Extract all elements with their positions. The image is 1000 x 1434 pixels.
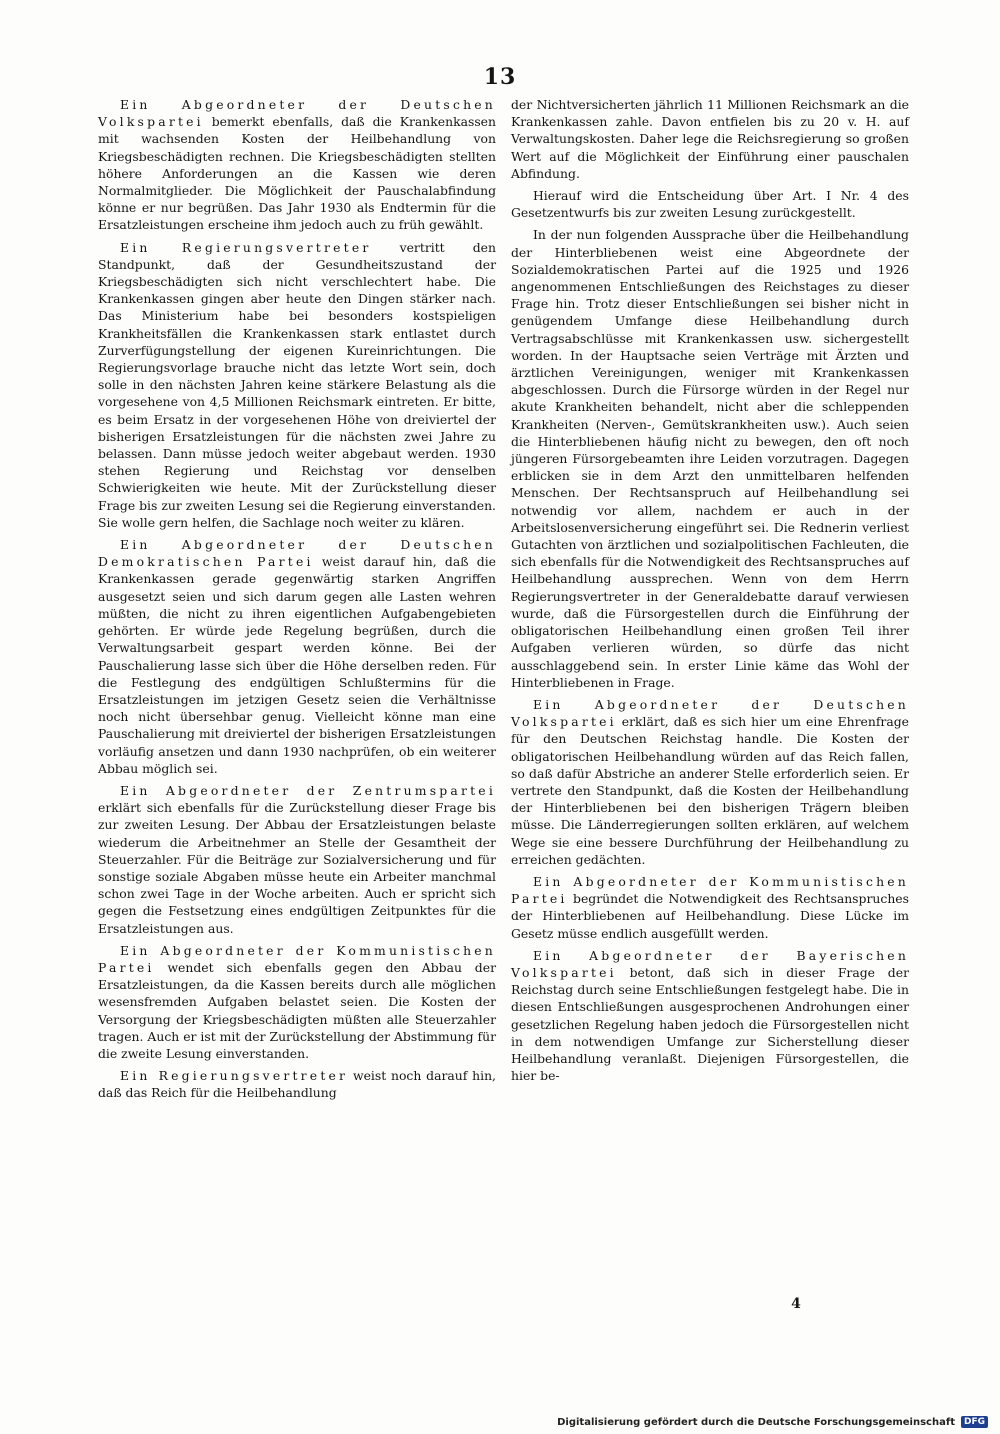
page-number: 13 — [483, 64, 517, 90]
speaker-lead: Ein Abgeordneter der Bayerischen Volkspartei — [511, 947, 909, 980]
footer-credit: Digitalisierung gefördert durch die Deutsche Forschungsgemeinschaft — [557, 1416, 955, 1428]
paragraph-text: begründet die Notwendigkeit des Rechtsanspruches der Hinterbliebenen auf Heilbehandlung. Diese Lücke im Gesetz müsse endlich ausgefüllt werden. — [511, 891, 909, 941]
speaker-lead: Ein Abgeordneter der Deutschen Volkspartei — [98, 97, 496, 130]
paragraph — [511, 187, 909, 221]
paragraph — [511, 96, 909, 182]
paragraph-text: wendet sich ebenfalls gegen den Abbau der Ersatzleistungen, da die Kassen bereits durch alle möglichen wesensfremden Aufgaben belastet seien. Die Kosten der Versorgung der Kriegsbeschädigten müßten alle Steuerzahler tragen. Auch er ist mit der Zurückstellung der Abstimmung für die zweite Lesung einverstanden. — [98, 959, 496, 1061]
paragraph-text: betont, daß sich in dieser Frage der Reichstag durch seine Entschließungen festgelegt habe. Die in diesen Entschließungen ausgesprochenen Androhungen einer gesetzlichen Regelung haben jedoch die Fürsorgestellen nicht in dem notwendigen Umfange zur Sicherstellung dieser Heilbehandlung veranlaßt. Diejenigen Fürsorgestellen, die hier be- — [511, 964, 909, 1084]
paragraph-text: weist noch darauf hin, daß das Reich für die Heilbehandlung — [98, 1068, 496, 1101]
speaker-lead: Ein Abgeordneter der Deutschen Volkspartei — [511, 696, 909, 730]
paragraph — [98, 536, 496, 777]
speaker-lead: Ein Abgeordneter der Deutschen Demokratischen Partei — [98, 537, 496, 570]
paragraph — [98, 782, 496, 937]
left-text-column — [98, 96, 496, 1107]
paragraph-text: erklärt, daß es sich hier um eine Ehrenfrage für den Deutschen Reichstag handle. Die Kosten der obligatorischen Heilbehandlung würden auf das Reich fallen, so daß dafür Abstriche an anderer Stelle erforderlich seien. Er vertrete den Standpunkt, daß die Kosten der Heilbehandlung der Hinterbliebenen bei den bisherigen Trägern bleiben müsse. Die Länderregierungen sollten erklären, auf welchem Wege sie eine bessere Durchführung der Heilbehandlung zu erreichen gedächten. — [511, 714, 909, 867]
speaker-lead: Ein Abgeordneter der Kommunistischen Partei — [511, 873, 909, 907]
paragraph-text: In der nun folgenden Aussprache über die Heilbehandlung der Hinterbliebenen weist eine Abgeordnete der Sozialdemokratischen Partei auf die 1925 und 1926 angenommenen Entschließungen des Reichstages zu dieser Frage hin. Trotz dieser Entschließungen sei bisher nicht in genügendem Umfange diese Heilbehandlung durch Vertragsabschlüsse mit Krankenkassen usw. sichergestellt worden. In der Hauptsache seien Verträge mit Ärzten und ärztlichen Vereinigungen, weniger mit Krankenkassen abgeschlossen. Durch die Fürsorge würden in der Regel nur akute Krankheiten behandelt, nicht aber die schleppenden Krankheiten (Nerven-, Gemütskrankheiten usw.). Auch seien die Hinterbliebenen häufig nicht zu bewegen, den oft noch jüngeren Fürsorgebeamten ihre Leiden vorzutragen. Dagegen erblicken sie in dem Arzt den unmittelbaren helfenden Menschen. Der Rechtsanspruch auf Heilbehandlung sei notwendig vor allem, nachdem er auch in der Arbeitslosenversicherung eingeführt sei. Die Rednerin verliest Gutachten von ärztlichen und sozialpolitischen Fachleuten, die sich ebenfalls für die Notwendigkeit des Rechtsanspruches auf Heilbehandlung aussprechen. Wenn von dem Herrn Regierungsvertreter in der Generaldebatte darauf verwiesen wurde, daß die Fürsorgestellen durch die Einführung der obligatorischen Heilbehandlung einen großen Teil ihrer Aufgaben verlieren würden, so dürfe das nicht ausschlaggebend sein. In erster Linie käme das Wohl der Hinterbliebenen in Frage. — [511, 227, 909, 690]
speaker-lead: Ein Regierungsvertreter — [120, 239, 372, 255]
speaker-lead: Ein Regierungsvertreter — [120, 1068, 349, 1084]
paragraph-text: der Nichtversicherten jährlich 11 Millionen Reichsmark an die Krankenkassen zahle. Davon entfielen bis zu 20 v. H. auf Verwaltungskosten. Daher lege die Reichsregierung so großen Wert auf die Möglichkeit der Einführung einer pauschalen Abfindung. — [511, 97, 909, 181]
paragraph-text: bemerkt ebenfalls, daß die Krankenkassen mit wachsenden Kosten der Heilbehandlung von Kriegsbeschädigten rechnen. Die Kriegsbeschädigten stellten höhere Anforderungen an die Kassen wie deren Normalmitglieder. Die Möglichkeit der Pauschalabfindung könne er nur begrüßen. Das Jahr 1930 als Endtermin für die Ersatzleistungen erscheine ihm jedoch auch zu früh gewählt. — [98, 114, 496, 233]
dfg-logo-icon: DFG — [961, 1416, 988, 1428]
paragraph-text: erklärt sich ebenfalls für die Zurückstellung dieser Frage bis zur zweiten Lesung. Der Abbau der Ersatzleistungen belaste wiederum die Arbeitnehmer an Stelle der Gesamtheit der Steuerzahler. Für die Beiträge zur Sozialversicherung und für sonstige soziale Abgaben müsse heute ein Arbeiter manchmal schon zwei Tage in der Woche arbeiten. Auch er spricht sich gegen die Festsetzung eines endgültigen Zeitpunktes für die Ersatzleistungen aus. — [98, 800, 496, 936]
paragraph — [98, 239, 496, 531]
paragraph-text: weist darauf hin, daß die Krankenkassen gerade gegenwärtig starken Angriffen ausgesetzt seien und sich darum gegen alle Lasten wehren müßten, die nicht zu ihren eigentlichen Aufgabengebieten gehörten. Er würde jede Regelung begrüßen, durch die Verwaltungsarbeit gespart werden könne. Bei der Pauschalierung lasse sich über die Höhe derselben reden. Für die Festlegung des endgültigen Schlußtermins für die Ersatzleistungen im jetzigen Gesetz seien die Verhältnisse noch nicht übersehbar genug. Vielleicht könne man eine Pauschalierung mit dreiviertel der bisherigen Ersatzleistungen vorläufig ansetzen und dann 1930 nachprüfen, ob ein weiterer Abbau möglich sei. — [98, 554, 496, 776]
paragraph — [511, 226, 909, 690]
paragraph — [511, 947, 909, 1085]
paragraph-text: Hierauf wird die Entscheidung über Art. I Nr. 4 des Gesetzentwurfs bis zur zweiten Lesung zurückgestellt. — [511, 188, 909, 221]
signature-mark: 4 — [791, 1296, 801, 1312]
right-text-column — [511, 96, 909, 1089]
paragraph — [98, 96, 496, 234]
speaker-lead: Ein Abgeordneter der Zentrumspartei — [120, 782, 496, 798]
digitization-footer — [557, 1416, 988, 1428]
speaker-lead: Ein Abgeordneter der Kommunistischen Partei — [98, 942, 496, 975]
paragraph — [98, 942, 496, 1062]
paragraph — [98, 1067, 496, 1101]
paragraph-text: vertritt den Standpunkt, daß der Gesundheitszustand der Kriegsbeschädigten sich nicht verschlechtert habe. Die Krankenkassen gingen aber heute den Dingen stärker nach. Das Ministerium habe bei besonders kostspieligen Krankheitsfällen die Krankenkassen stark entlastet durch Zurverfügungstellung der eigenen Kureinrichtungen. Die Regierungsvorlage brauche nicht das letzte Wort sein, doch solle in den nächsten Jahren keine stärkere Belastung als die vorgesehene von 4,5 Millionen Reichsmark eintreten. Er bitte, es beim Ersatz in der vorgesehenen Höhe von dreiviertel der bisherigen Ersatzleistungen für die nächsten zwei Jahre zu belassen. Dann müsse jedoch weiter abgebaut werden. 1930 stehen Regierung und Reichstag vor denselben Schwierigkeiten wie heute. Mit der Zurückstellung dieser Frage bis zur zweiten Lesung sei die Regierung einverstanden. Sie wolle gern helfen, die Sachlage noch weiter zu klären. — [98, 239, 496, 530]
paragraph — [511, 873, 909, 942]
paragraph — [511, 696, 909, 868]
